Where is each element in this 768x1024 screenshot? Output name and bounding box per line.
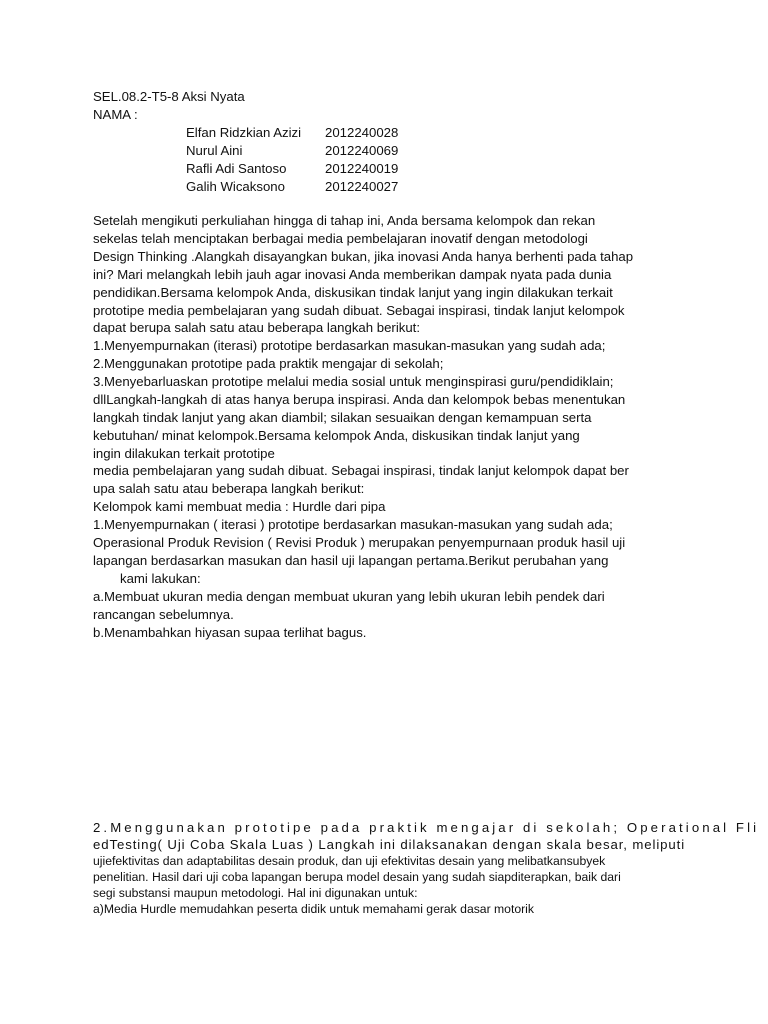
text-line: 2.Menggunakan prototipe pada praktik mengajar di sekolah;	[93, 356, 444, 371]
text-line: pendidikan.Bersama kelompok Anda, diskusikan tindak lanjut yang ingin dilakukan terkait	[93, 285, 613, 300]
member-name: Elfan Ridzkian Azizi	[186, 125, 302, 140]
text-line: kebutuhan/ minat kelompok.Bersama kelompok Anda, diskusikan tindak lanjut yang	[93, 428, 580, 443]
text-line: 1.Menyempurnakan (iterasi) prototipe berdasarkan masukan-masukan yang sudah ada;	[93, 338, 606, 353]
nama-label: NAMA :	[93, 107, 138, 122]
text-line: dapat berupa salah satu atau beberapa langkah berikut:	[93, 320, 421, 335]
text-line: Setelah mengikuti perkuliahan hingga di tahap ini, Anda bersama kelompok dan rekan	[93, 213, 596, 228]
text-line: sekelas telah menciptakan berbagai media pembelajaran inovatif dengan metodologi	[93, 231, 588, 246]
text-line: b.Menambahkan hiyasan supaa terlihat bagus.	[93, 625, 367, 640]
text-line: Design Thinking .Alangkah disayangkan bukan, jika inovasi Anda hanya berhenti pada tahap	[93, 249, 634, 264]
text-line: langkah tindak lanjut yang akan diambil; silakan sesuaikan dengan kemampuan serta	[93, 410, 592, 425]
text-line: a.Membuat ukuran media dengan membuat ukuran yang lebih ukuran lebih pendek dari	[93, 589, 605, 604]
member-name: Rafli Adi Santoso	[186, 161, 287, 176]
text-line: media pembelajaran yang sudah dibuat. Sebagai inspirasi, tindak lanjut kelompok dapat ber	[93, 463, 629, 478]
text-line: rancangan sebelumnya.	[93, 607, 234, 622]
text-line: prototipe media pembelajaran yang sudah dibuat. Sebagai inspirasi, tindak lanjut kelompok	[93, 303, 625, 318]
member-nim: 2012240069	[325, 143, 399, 158]
text-line: edTesting( Uji Coba Skala Luas ) Langkah ini dilaksanakan dengan skala besar, meliputi	[93, 837, 686, 852]
text-line: kami lakukan:	[120, 571, 201, 586]
text-line: 3.Menyebarluaskan prototipe melalui media sosial untuk menginspirasi guru/pendidiklain;	[93, 374, 614, 389]
text-line: Operasional Produk Revision ( Revisi Produk ) merupakan penyempurnaan produk hasil uji	[93, 535, 626, 550]
member-name: Galih Wicaksono	[186, 179, 285, 194]
text-line: penelitian. Hasil dari uji coba lapangan berupa model desain yang sudah siapditerapkan, baik dari	[93, 870, 621, 884]
member-nim: 2012240028	[325, 125, 399, 140]
text-line: ingin dilakukan terkait prototipe	[93, 446, 275, 461]
text-line: dllLangkah-langkah di atas hanya berupa inspirasi. Anda dan kelompok bebas menentukan	[93, 392, 626, 407]
member-nim: 2012240027	[325, 179, 399, 194]
text-line: 2.Menggunakan prototipe pada praktik mengajar di sekolah; Operational Fli	[93, 820, 760, 835]
document-code: SEL.08.2-T5-8 Aksi Nyata	[93, 89, 245, 104]
member-name: Nurul Aini	[186, 143, 243, 158]
text-line: lapangan berdasarkan masukan dan hasil uji lapangan pertama.Berikut perubahan yang	[93, 553, 609, 568]
text-line: upa salah satu atau beberapa langkah berikut:	[93, 481, 365, 496]
member-nim: 2012240019	[325, 161, 399, 176]
text-line: Kelompok kami membuat media : Hurdle dari pipa	[93, 499, 386, 514]
text-line: 1.Menyempurnakan ( iterasi ) prototipe berdasarkan masukan-masukan yang sudah ada;	[93, 517, 613, 532]
text-line: ini? Mari melangkah lebih jauh agar inovasi Anda memberikan dampak nyata pada dunia	[93, 267, 612, 282]
text-line: segi substansi maupun metodologi. Hal ini digunakan untuk:	[93, 886, 418, 900]
text-line: ujiefektivitas dan adaptabilitas desain produk, dan uji efektivitas desain yang melibatkansubyek	[93, 854, 606, 868]
text-line: a)Media Hurdle memudahkan peserta didik untuk memahami gerak dasar motorik	[93, 902, 534, 916]
